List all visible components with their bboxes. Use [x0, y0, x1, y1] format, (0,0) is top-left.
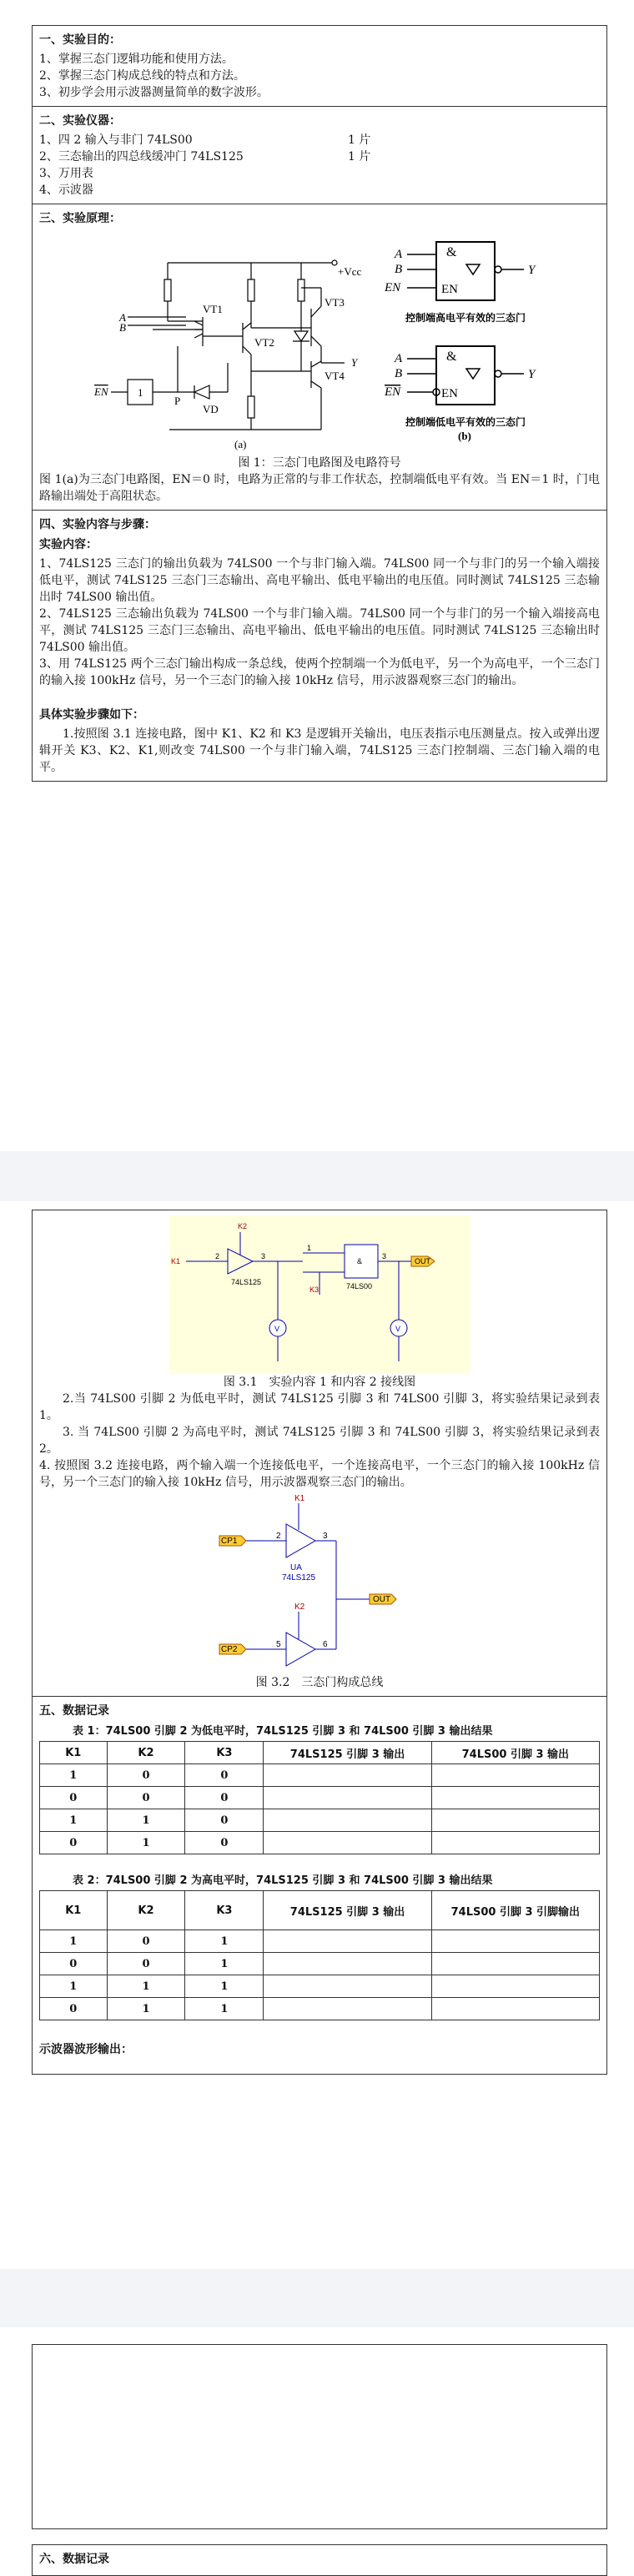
voltmeter-label: V — [274, 1325, 280, 1333]
en-box-label: EN — [441, 283, 458, 296]
table-cell[interactable] — [264, 1787, 431, 1809]
section-content — [33, 511, 606, 781]
section-title: 二、实验仪器： — [39, 114, 121, 128]
voltmeter-label: V — [395, 1325, 401, 1333]
list-item: 1、掌握三态门逻辑功能和使用方法。 — [39, 53, 234, 66]
table-row — [40, 1998, 600, 2020]
section-title: 六、数据记录 — [39, 2553, 109, 2566]
table-caption: 表 1：74LS00 引脚 2 为低电平时，74LS125 引脚 3 和 74LS00 引脚 3 输出结果 — [73, 1725, 493, 1738]
table-cell[interactable] — [431, 1998, 599, 2020]
page-1 — [32, 25, 607, 782]
vt4-label: VT4 — [325, 370, 345, 382]
table-cell[interactable] — [431, 1787, 599, 1809]
output-y-label: Y — [528, 368, 536, 381]
table-cell[interactable] — [431, 1832, 599, 1854]
oscilloscope-output-box[interactable] — [32, 2344, 607, 2529]
paragraph: 4. 按照图 3.2 连接电路，两个输入端一个连接低电平，一个连接高电平，一个三态门的输入接 100kHz 信号，另一个三态门的输入接 10kHz 信号，用示波器观察三态门的输出。 — [39, 1459, 600, 1489]
vt1-label: VT1 — [203, 303, 223, 315]
list-item — [39, 132, 600, 148]
table-cell: 1 — [107, 1832, 185, 1854]
table-header: K1 — [40, 1742, 108, 1764]
data-table-1 — [39, 1741, 600, 1854]
table-header: K2 — [107, 1742, 185, 1764]
vd-label: VD — [203, 403, 219, 415]
table-cell: 1 — [185, 1998, 264, 2020]
page-1-frame — [32, 25, 607, 782]
table-header: 74LS00 引脚 3 输出 — [431, 1742, 599, 1764]
figure-a-label: (a) — [234, 438, 247, 450]
pin-label: 2 — [215, 1252, 220, 1260]
figure-caption: 图 1：三态门电路图及电路符号 — [238, 456, 401, 470]
en-box-label: EN — [441, 387, 458, 400]
k2-label: K2 — [294, 1602, 305, 1612]
paragraph: 2、74LS125 三态输出负载为 74LS00 一个与非门输入端。74LS00 同一个与非门的另一个输入端接高电平，测试 74LS125 三态门三态输出、高电平输出、低电平输出的电压值。同时测试 74LS125 三态输出时 74LS00 输出值。 — [39, 607, 600, 654]
page-2-frame — [32, 1210, 607, 2075]
table-cell: 0 — [185, 1809, 264, 1832]
inverter-label: 1 — [138, 386, 143, 399]
paragraph: 2.当 74LS00 引脚 2 为低电平时，测试 74LS125 引脚 3 和 74LS00 引脚 3，将实验结果记录到表 1。 — [39, 1392, 600, 1422]
input-b-label: B — [395, 263, 403, 276]
table-cell: 1 — [185, 1975, 264, 1998]
paragraph: 3、用 74LS125 两个三态门输出构成一条总线，使两个控制端一个为低电平，另一个为高电平，一个三态门的输入接 100kHz 信号，另一个三态门的输入接 10kHz 信号，用示波器观察三态门的输出。 — [39, 657, 600, 687]
symbol-labels — [384, 245, 536, 442]
list-item: 2、掌握三态门构成总线的特点和方法。 — [39, 69, 245, 83]
and-label: & — [446, 350, 457, 364]
chip1-label: 74LS125 — [231, 1278, 262, 1286]
item-name: 2、三态输出的四总线缓冲门 74LS125 — [39, 150, 244, 164]
item-name: 1、四 2 输入与非门 74LS00 — [39, 133, 193, 147]
table-cell: 0 — [107, 1764, 185, 1787]
item-qty: 1 片 — [348, 133, 371, 147]
table-cell[interactable] — [431, 1809, 599, 1832]
table-cell: 1 — [107, 1809, 185, 1832]
table-cell[interactable] — [431, 1953, 599, 1975]
out-label: OUT — [373, 1595, 391, 1604]
figure-caption: 图 3.2 三态门构成总线 — [255, 1676, 384, 1689]
table-cell[interactable] — [264, 1764, 431, 1787]
ua-label: UA — [290, 1563, 302, 1572]
page-3 — [32, 2344, 607, 2576]
section-title: 五、数据记录 — [39, 1704, 109, 1718]
table-cell: 0 — [107, 1953, 185, 1975]
table-cell: 0 — [107, 1787, 185, 1809]
cp1-label: CP1 — [221, 1537, 238, 1546]
oscilloscope-label: 示波器波形输出： — [39, 2043, 133, 2056]
symbol-high-caption: 控制端高电平有效的三态门 — [405, 312, 526, 324]
table-cell: 0 — [40, 1953, 108, 1975]
k1-label: K1 — [171, 1257, 181, 1265]
item-name: 4、示波器 — [39, 184, 93, 197]
table-header: K1 — [40, 1891, 108, 1930]
table-row — [40, 1787, 600, 1809]
input-a-label: A — [395, 248, 403, 261]
table-row — [40, 1764, 600, 1787]
input-a-label: A — [119, 311, 126, 324]
table-cell: 0 — [40, 1787, 108, 1809]
figure-b-label: (b) — [458, 430, 471, 442]
subsection-title: 具体实验步骤如下： — [39, 708, 144, 722]
pin-label: 3 — [382, 1252, 387, 1260]
table-header: K3 — [185, 1891, 264, 1930]
table-header: 74LS00 引脚 3 引脚输出 — [431, 1891, 599, 1930]
table-cell[interactable] — [264, 1809, 431, 1832]
pin-label: 3 — [261, 1252, 266, 1260]
symbol-high — [407, 242, 524, 300]
list-item: 3、初步学会用示波器测量简单的数字波形。 — [39, 86, 269, 99]
and-label: & — [446, 245, 457, 259]
pin-label: 1 — [307, 1244, 312, 1252]
list-item — [39, 148, 600, 165]
figure-3-1 — [169, 1215, 470, 1374]
table-cell: 0 — [40, 1832, 108, 1854]
table-caption: 表 2：74LS00 引脚 2 为高电平时，74LS125 引脚 3 和 74LS00 引脚 3 输出结果 — [73, 1874, 493, 1887]
vt3-label: VT3 — [325, 296, 345, 309]
table-cell: 0 — [107, 1930, 185, 1953]
page-gap — [0, 2269, 634, 2327]
pin-label: 6 — [323, 1640, 328, 1649]
table-row — [40, 1953, 600, 1975]
table-cell: 0 — [185, 1787, 264, 1809]
section-instruments — [33, 107, 606, 204]
table-header: K3 — [185, 1742, 264, 1764]
page-2 — [32, 1210, 607, 2075]
table-cell[interactable] — [264, 1998, 431, 2020]
vt2-label: VT2 — [254, 336, 274, 349]
figure-3-2 — [211, 1491, 428, 1674]
out-label: OUT — [415, 1257, 430, 1265]
pin-label: 2 — [276, 1532, 281, 1541]
table-cell[interactable] — [264, 1953, 431, 1975]
table-cell: 1 — [107, 1975, 185, 1998]
section-purpose — [33, 26, 606, 107]
page-3-frame — [32, 2544, 607, 2576]
section-title: 四、实验内容与步骤： — [39, 518, 156, 531]
table-cell: 0 — [185, 1764, 264, 1787]
k1-label: K1 — [294, 1494, 305, 1503]
and-label: & — [357, 1257, 363, 1265]
item-qty: 1 片 — [348, 150, 371, 164]
table-cell: 1 — [40, 1930, 108, 1953]
table-cell: 1 — [185, 1930, 264, 1953]
paragraph: 图 1(a)为三态门电路图，EN＝0 时，电路为正常的与非工作状态，控制端低电平有效。当 EN＝1 时，门电路输出端处于高阻状态。 — [39, 473, 600, 503]
table-cell: 1 — [40, 1975, 108, 1998]
page-gap — [0, 1151, 634, 1201]
chip-label: 74LS125 — [282, 1573, 316, 1582]
section-steps-cont — [33, 1210, 606, 1697]
section-title: 一、实验目的： — [39, 33, 121, 47]
output-y-label: Y — [528, 264, 536, 277]
table-header: K2 — [107, 1891, 185, 1930]
vcc-label: +Vcc — [338, 265, 362, 278]
table-row — [40, 1930, 600, 1953]
pin-label: 5 — [276, 1640, 281, 1649]
table-row — [40, 1832, 600, 1854]
section-title: 三、实验原理： — [39, 212, 121, 225]
list-item — [39, 182, 600, 199]
table-header: 74LS125 引脚 3 输出 — [264, 1891, 431, 1930]
paragraph: 1、74LS125 三态门的输出负载为 74LS00 一个与非门输入端。74LS00 同一个与非门的另一个输入端接低电平，测试 74LS125 三态门三态输出、高电平输出、低电平输出的电压值。同时测试 74LS125 三态输出时 74LS00 输出值。 — [39, 557, 600, 604]
section-data — [33, 1697, 606, 2074]
table-cell[interactable] — [264, 1930, 431, 1953]
three-state-circuit-figure — [69, 229, 570, 455]
circuit-a — [111, 260, 345, 430]
output-y-label: Y — [351, 356, 358, 369]
list-item — [39, 165, 600, 182]
table-cell[interactable] — [264, 1975, 431, 1998]
en-label: EN — [385, 385, 401, 399]
p-label: P — [174, 395, 181, 407]
table-cell[interactable] — [264, 1832, 431, 1854]
table-cell[interactable] — [431, 1975, 599, 1998]
table-cell: 1 — [40, 1764, 108, 1787]
table-cell: 1 — [40, 1809, 108, 1832]
paragraph: 3. 当 74LS00 引脚 2 为高电平时，测试 74LS125 引脚 3 和 74LS00 引脚 3，将实验结果记录到表 2。 — [39, 1426, 600, 1456]
cp2-label: CP2 — [221, 1645, 238, 1654]
input-b-label: B — [395, 367, 403, 380]
table-cell: 0 — [185, 1832, 264, 1854]
table-cell: 1 — [107, 1998, 185, 2020]
table-header: 74LS125 引脚 3 输出 — [264, 1742, 431, 1764]
pin-label: 3 — [323, 1532, 328, 1541]
en-label: EN — [385, 281, 401, 294]
section-data-2 — [33, 2545, 606, 2575]
data-table-2 — [39, 1890, 600, 2020]
table-row — [40, 1975, 600, 1998]
table-cell[interactable] — [431, 1764, 599, 1787]
figure-caption: 图 3.1 实验内容 1 和内容 2 接线图 — [223, 1376, 416, 1389]
symbol-low-caption: 控制端低电平有效的三态门 — [405, 416, 526, 428]
section-principle — [33, 204, 606, 511]
table-row — [40, 1809, 600, 1832]
en-label: EN — [94, 385, 108, 398]
k2-label: K2 — [238, 1222, 248, 1230]
table-cell[interactable] — [431, 1930, 599, 1953]
input-b-label: B — [119, 321, 126, 334]
table-cell: 0 — [40, 1998, 108, 2020]
symbol-low — [407, 346, 524, 405]
paragraph: 1.按照图 3.1 连接电路，图中 K1、K2 和 K3 是逻辑开关输出，电压表指示电压测量点。按入或弹出逻辑开关 K3、K2、K1,则改变 74LS00 一个与非门输入端，74LS125 三态门控制端、三态门输入端的电平。 — [39, 727, 600, 774]
input-a-label: A — [395, 352, 403, 365]
k3-label: K3 — [309, 1285, 320, 1294]
item-name: 3、万用表 — [39, 167, 93, 180]
table-cell: 1 — [185, 1953, 264, 1975]
chip2-label: 74LS00 — [346, 1282, 373, 1291]
subsection-title: 实验内容： — [39, 538, 98, 551]
